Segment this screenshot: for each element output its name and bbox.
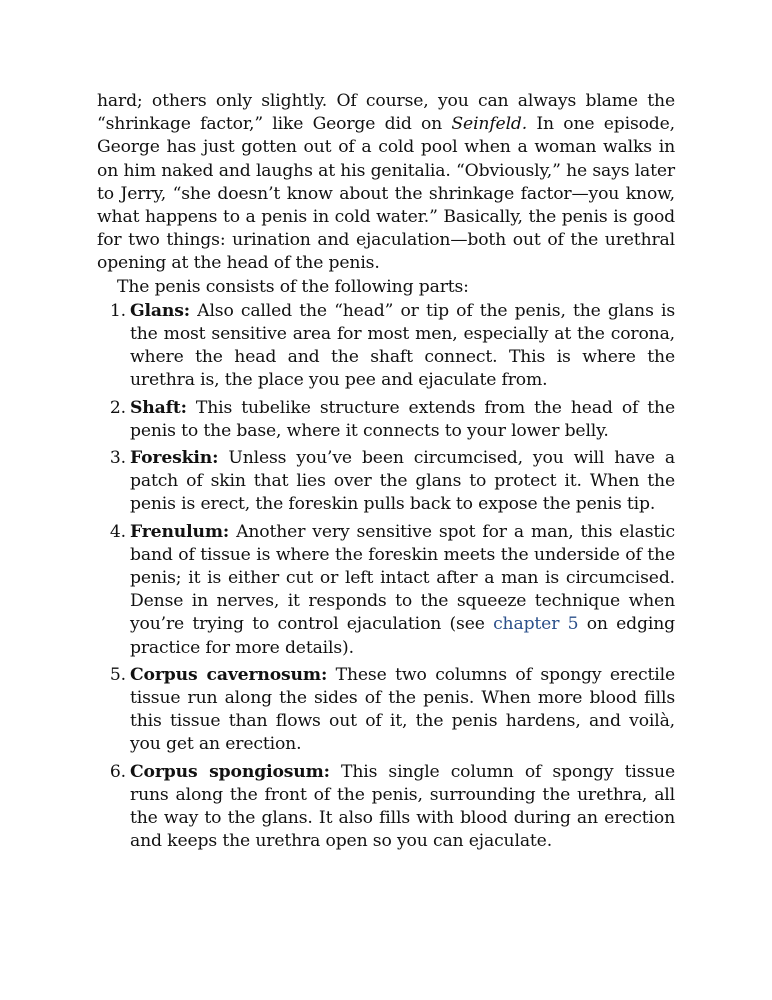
definition-corpus-cavernosum: These two columns of spongy erectile tissue run along the sides of the penis. When more blood fills this tissue than flows out of it, the penis hardens, and voilà, you get an erection. xyxy=(130,664,675,755)
list-item-corpus-cavernosum xyxy=(97,664,675,757)
list-item-corpus-spongiosum xyxy=(97,761,675,854)
term-glans: Glans: xyxy=(130,300,190,321)
definition-corpus-spongiosum: This single column of spongy tissue runs along the front of the penis, surrounding the urethra, all the way to the glans. It also fills with blood during an erection and keeps the urethra open so you can ejaculate. xyxy=(130,761,675,852)
term-frenulum: Frenulum: xyxy=(130,521,230,542)
list-item-glans xyxy=(97,300,675,393)
chapter-5-link[interactable]: chapter 5 xyxy=(493,614,579,635)
term-shaft: Shaft: xyxy=(130,397,187,418)
definition-glans: Also called the “head” or tip of the penis, the glans is the most sensitive area for most men, especially at the corona, where the head and the shaft connect. This is where the urethra is, the place you pee and ejaculate from. xyxy=(130,300,675,391)
intro-paragraph xyxy=(97,90,675,276)
list-item-shaft xyxy=(97,397,675,443)
list-number: 1. xyxy=(109,300,126,321)
definition-frenulum-end: on edging practice for more details). xyxy=(130,614,676,658)
definition-frenulum-start: Another very sensitive spot for a man, this elastic band of tissue is where the foreskin meets the underside of the penis; it is either cut or left intact after a man is circumcised. Dense in nerves, it responds to the squeeze technique when you’re trying to control ejaculation (see xyxy=(130,521,675,635)
book-page xyxy=(97,90,675,854)
intro-text-end: In one episode, George has just gotten out of a cold pool when a woman walks in on him naked and laughs at his genitalia. “Obviously,” he says later to Jerry, “she doesn’t know about the shrinkage factor—you know, what happens to a penis in cold water.” Basically, the penis is good for two things: urination and ejaculation—both out of the urethral opening at the head of the penis. xyxy=(97,114,675,274)
list-item-foreskin xyxy=(97,447,675,517)
term-corpus-cavernosum: Corpus cavernosum: xyxy=(130,664,328,685)
parts-list xyxy=(97,300,675,854)
list-number: 6. xyxy=(109,761,126,782)
list-number: 2. xyxy=(109,397,126,418)
intro-text-start: hard; others only slightly. Of course, you can always blame the “shrinkage factor,” like George did on xyxy=(97,91,675,135)
list-number: 3. xyxy=(109,448,126,469)
list-item-frenulum xyxy=(97,521,675,660)
definition-shaft: This tubelike structure extends from the head of the penis to the base, where it connects to your lower belly. xyxy=(130,397,675,441)
list-number: 5. xyxy=(109,664,126,685)
show-title: Seinfeld. xyxy=(451,114,528,135)
term-corpus-spongiosum: Corpus spongiosum: xyxy=(130,761,330,782)
term-foreskin: Foreskin: xyxy=(130,448,219,469)
definition-foreskin: Unless you’ve been circumcised, you will have a patch of skin that lies over the glans to protect it. When the penis is erect, the foreskin pulls back to expose the penis tip. xyxy=(130,448,675,515)
list-number: 4. xyxy=(109,521,126,542)
parts-lead-in: The penis consists of the following parts: xyxy=(117,276,469,297)
